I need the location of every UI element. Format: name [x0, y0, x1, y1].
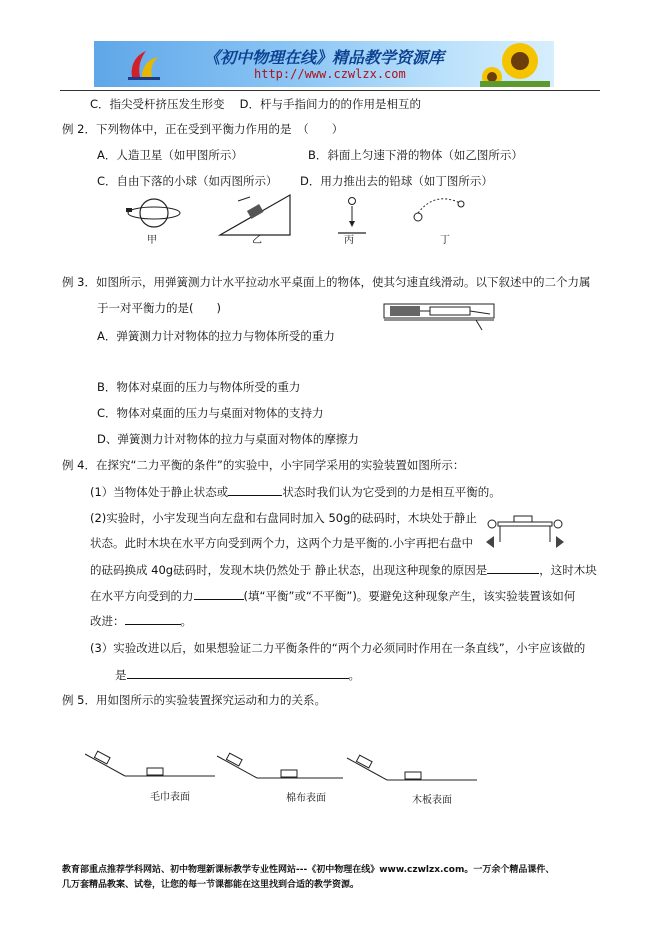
example2-question: 例 2．下列物体中，正在受到平衡力作用的是 （ ） [62, 122, 344, 136]
cotton-surface-figure [217, 753, 343, 778]
example4-part3-line2 [115, 666, 360, 683]
example4-part3-line2-b: 。 [348, 668, 360, 682]
label-yi: 乙 [252, 235, 262, 246]
label-cotton-surface: 棉布表面 [286, 793, 326, 804]
label-wood-surface: 木板表面 [412, 795, 452, 806]
spring-scale-figure [380, 296, 500, 334]
example4-part3-line2-a: 是 [115, 668, 127, 682]
sunflower-icon [480, 41, 550, 87]
answer-blank-2[interactable] [487, 561, 539, 574]
example4-part2-line2: 状态。此时木块在水平方向受到两个力，这两个力是平衡的.小宇再把右盘中 [90, 536, 474, 550]
example4-part1 [90, 483, 501, 500]
example2-option-a: A．人造卫星（如甲图所示） [97, 148, 243, 162]
example4-part2-line4-a: 在水平方向受到的力 [90, 589, 194, 603]
example4-question: 例 4．在探究“二力平衡的条件”的实验中，小宇同学采用的实验装置如图所示： [62, 458, 465, 472]
site-url[interactable]: http://www.czwlzx.com [254, 67, 406, 81]
shot-put-figure [414, 199, 464, 221]
example1-option-cd: C．指尖受杆挤压发生形变 D．杆与手指间力的的作用是相互的 [90, 97, 422, 111]
example3-option-b: B．物体对桌面的压力与物体所受的重力 [97, 380, 301, 394]
example4-part2-line1: (2)实验时，小宇发现当向左盘和右盘同时加入 50g的砝码时，木块处于静止 [90, 511, 477, 525]
example4-part2-line5 [90, 612, 192, 629]
answer-blank-3[interactable] [194, 587, 244, 600]
example4-part2-line3 [90, 561, 597, 578]
wood-surface-figure [347, 755, 477, 780]
example2-option-b: B．斜面上匀速下滑的物体（如乙图所示） [308, 148, 523, 162]
example4-part2-line5-a: 改进： [90, 614, 125, 628]
label-towel-surface: 毛巾表面 [150, 792, 190, 803]
example4-part2-line3-a: 的砝码换成 40g砝码时，发现木块仍然处于 静止状态，出现这种现象的原因是 [90, 563, 488, 577]
example4-part2-line5-b: 。 [180, 614, 192, 628]
falling-ball-figure [338, 198, 366, 234]
incline-figure [220, 195, 290, 235]
header-rule [60, 90, 600, 91]
two-force-apparatus-figure [484, 512, 566, 550]
footer-line-1: 教育部重点推荐学科网站、初中物理新课标教学专业性网站---《初中物理在线》www.czwlzx.com。一万余个精品课件、 [62, 865, 555, 875]
example3-option-c: C．物体对桌面的压力与桌面对物体的支持力 [97, 406, 324, 420]
example4-part2-line4-b: (填“平衡”或“不平衡”)。要避免这种现象产生，该实验装置该如何 [243, 589, 576, 603]
logo-icon [124, 47, 164, 83]
footer-line-2: 几万套精品教案、试卷，让您的每一节课都能在这里找到合适的教学资源。 [62, 880, 360, 890]
satellite-figure [126, 199, 180, 227]
example2-option-c: C．自由下落的小球（如丙图所示） [97, 174, 278, 188]
label-ding: 丁 [440, 235, 450, 246]
header-banner [94, 41, 554, 87]
answer-blank-1[interactable] [228, 483, 282, 496]
example3-option-a: A．弹簧测力计对物体的拉力与物体所受的重力 [97, 329, 335, 343]
example4-part2-line4 [90, 587, 575, 604]
label-bing: 丙 [344, 235, 354, 246]
example4-part2-line3-b: ，这时木块 [539, 563, 597, 577]
example4-part1-b: 状态时我们认为它受到的力是相互平衡的。 [282, 485, 501, 499]
example4-part3-line1: (3）实验改进以后，如果想验证二力平衡条件的“两个力必须同时作用在一条直线”，小宇应该做的 [90, 641, 586, 655]
example2-option-d: D．用力推出去的铅球（如丁图所示） [300, 174, 493, 188]
answer-blank-5[interactable] [127, 666, 349, 679]
answer-blank-4[interactable] [125, 612, 181, 625]
label-jia: 甲 [147, 235, 157, 246]
example3-question: 例 3．如图所示，用弹簧测力计水平拉动水平桌面上的物体，使其匀速直线滑动。以下叙述中的二个力属 [62, 275, 591, 289]
example4-part1-a: (1）当物体处于静止状态或 [90, 485, 229, 499]
site-title: 《初中物理在线》精品教学资源库 [204, 48, 445, 67]
example5-question: 例 5．用如图所示的实验装置探究运动和力的关系。 [62, 693, 326, 707]
example3-question-cont: 于一对平衡力的是( ) [97, 301, 221, 315]
towel-surface-figure [85, 751, 215, 776]
example2-figures [120, 193, 480, 243]
example3-option-d: D、弹簧测力计对物体的拉力与桌面对物体的摩擦力 [97, 432, 359, 446]
